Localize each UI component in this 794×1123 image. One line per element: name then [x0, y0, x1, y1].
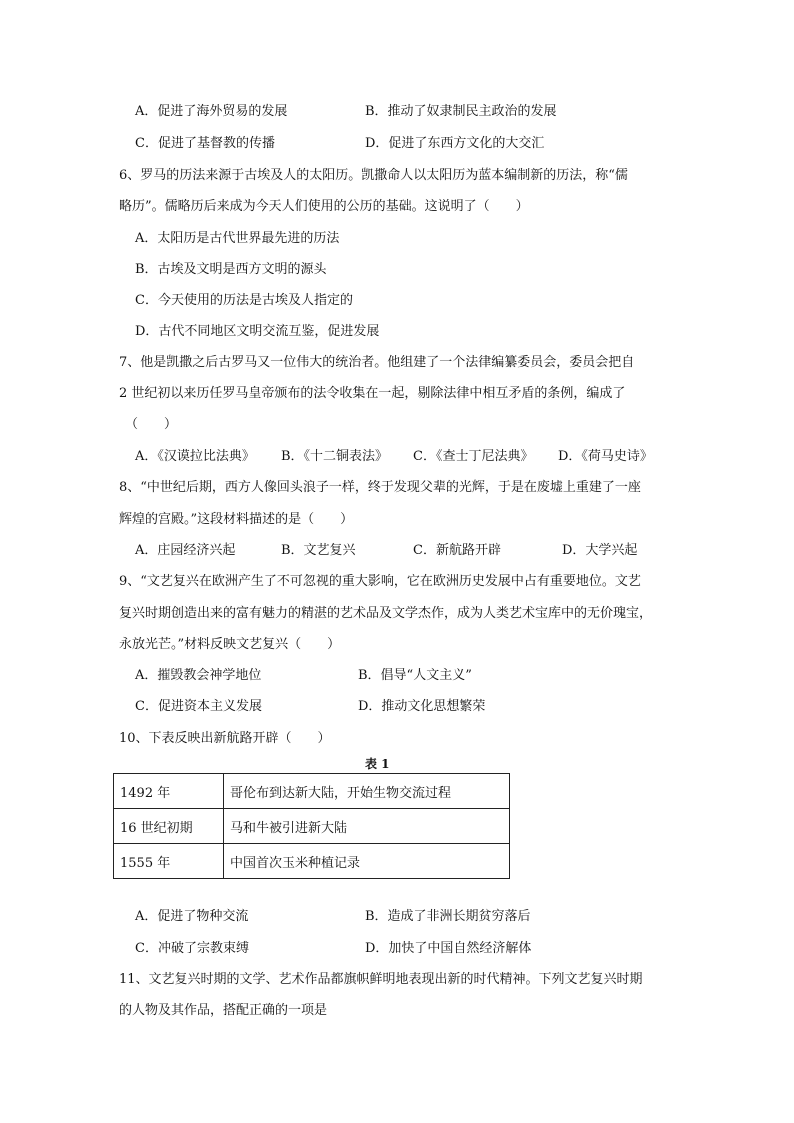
q5-option-d[interactable]: D．促进了东西方文化的大交汇	[365, 136, 545, 151]
q7-option-a[interactable]: A．《汉谟拉比法典》	[135, 449, 255, 464]
table-caption: 表 1	[365, 757, 390, 771]
table-cell-event: 中国首次玉米种植记录	[224, 844, 510, 879]
table-cell-event: 马和牛被引进新大陆	[224, 809, 510, 844]
q8-stem-line: 8、“中世纪后期，西方人像回头浪子一样，终于发现父辈的光辉，于是在废墟上重建了一座	[119, 480, 641, 495]
table-cell-year: 1555 年	[114, 844, 224, 879]
q10-option-c[interactable]: C．冲破了宗教束缚	[135, 941, 249, 956]
table-row	[114, 774, 510, 809]
q8-option-c[interactable]: C．新航路开辟	[413, 543, 501, 558]
q7-stem-line: （ ）	[125, 417, 178, 432]
table-row	[114, 844, 510, 879]
q10-stem-line: 10、下表反映出新航路开辟（ ）	[119, 731, 331, 746]
q7-stem-line: 7、他是凯撒之后古罗马又一位伟大的统治者。他组建了一个法律编纂委员会，委员会把自	[119, 355, 635, 370]
q11-stem-line: 的人物及其作品，搭配正确的一项是	[119, 1003, 328, 1018]
q9-option-c[interactable]: C．促进资本主义发展	[135, 699, 262, 714]
q5-option-b[interactable]: B．推动了奴隶制民主政治的发展	[365, 104, 557, 119]
q9-option-a[interactable]: A．摧毁教会神学地位	[135, 668, 262, 683]
q7-option-b[interactable]: B．《十二铜表法》	[281, 449, 389, 464]
q7-option-d[interactable]: D．《荷马史诗》	[558, 449, 653, 464]
q11-stem-line: 11、文艺复兴时期的文学、艺术作品都旗帜鲜明地表现出新的时代精神。下列文艺复兴时期	[119, 972, 643, 987]
q7-option-c[interactable]: C．《查士丁尼法典》	[413, 449, 534, 464]
q7-stem-line: 2 世纪初以来历任罗马皇帝颁布的法令收集在一起，剔除法律中相互矛盾的条例，编成了	[119, 386, 626, 401]
q8-option-d[interactable]: D．大学兴起	[562, 543, 638, 558]
table-row	[114, 809, 510, 844]
q6-stem-line: 6、罗马的历法来源于古埃及人的太阳历。凯撒命人以太阳历为蓝本编制新的历法，称“儒	[119, 168, 628, 183]
q9-stem-line: 永放光芒。”材料反映文艺复兴（ ）	[119, 637, 341, 652]
q6-stem-line: 略历”。儒略历后来成为今天人们使用的公历的基础。这说明了（ ）	[119, 199, 529, 214]
q9-stem-line: 9、“文艺复兴在欧洲产生了不可忽视的重大影响，它在欧洲历史发展中占有重要地位。文艺	[119, 574, 641, 589]
q10-option-b[interactable]: B．造成了非洲长期贫穷落后	[365, 909, 531, 924]
q6-option-a[interactable]: A．太阳历是古代世界最先进的历法	[135, 231, 340, 246]
table-cell-year: 16 世纪初期	[114, 809, 224, 844]
q5-option-c[interactable]: C．促进了基督教的传播	[135, 136, 275, 151]
q8-option-a[interactable]: A．庄园经济兴起	[135, 543, 236, 558]
q8-stem-line: 辉煌的宫殿。”这段材料描述的是（ ）	[119, 512, 354, 527]
table-cell-year: 1492 年	[114, 774, 224, 809]
q10-option-a[interactable]: A．促进了物种交流	[135, 909, 249, 924]
q9-option-d[interactable]: D．推动文化思想繁荣	[358, 699, 486, 714]
q9-option-b[interactable]: B．倡导“人文主义”	[358, 668, 472, 683]
q6-option-d[interactable]: D．古代不同地区文明交流互鉴，促进发展	[135, 324, 380, 339]
q9-stem-line: 复兴时期创造出来的富有魅力的精湛的艺术品及文学杰作，成为人类艺术宝库中的无价瑰宝，	[119, 606, 653, 621]
q6-option-c[interactable]: C．今天使用的历法是古埃及人指定的	[135, 293, 353, 308]
q8-option-b[interactable]: B．文艺复兴	[281, 543, 356, 558]
table-cell-event: 哥伦布到达新大陆，开始生物交流过程	[224, 774, 510, 809]
q5-option-a[interactable]: A．促进了海外贸易的发展	[135, 104, 288, 119]
events-table	[113, 773, 510, 879]
q10-option-d[interactable]: D．加快了中国自然经济解体	[365, 941, 532, 956]
q6-option-b[interactable]: B．古埃及文明是西方文明的源头	[135, 262, 327, 277]
